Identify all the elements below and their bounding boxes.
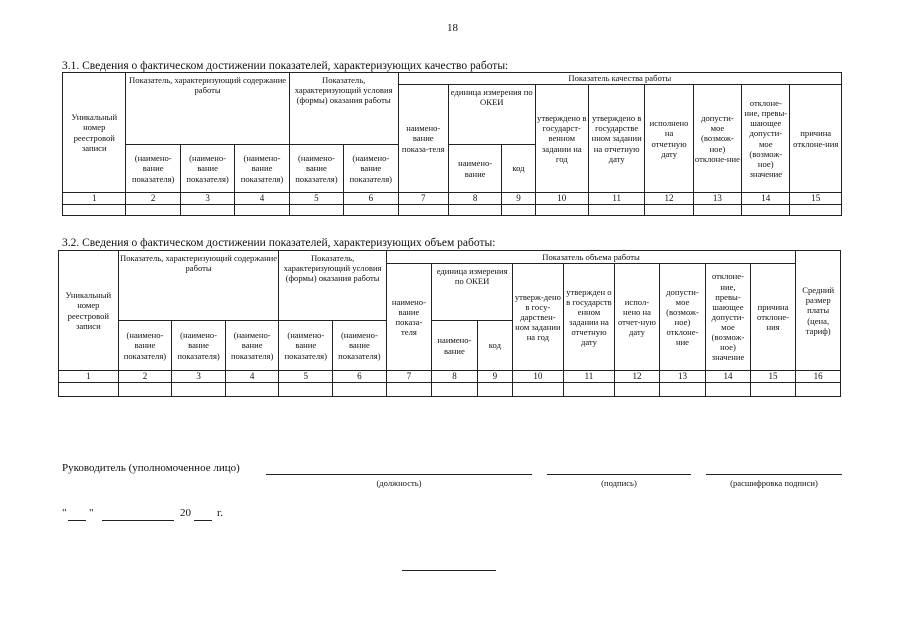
empty-cell [477, 382, 512, 396]
col-number: 14 [706, 371, 751, 383]
col-number: 1 [63, 193, 126, 205]
col-number: 9 [477, 371, 512, 383]
volume-table [58, 250, 841, 397]
col-number: 7 [398, 193, 448, 205]
col-unit-header: единица измерения по ОКЕИ [432, 264, 513, 321]
date-month-line[interactable] [102, 520, 174, 521]
col-number: 3 [172, 371, 226, 383]
col-number: 4 [225, 371, 279, 383]
col-approved-date-header: утверждено в государстве нном задании на отчетную дату [588, 85, 644, 193]
indicator-header: Показатель объема работы [386, 251, 796, 264]
empty-cell [750, 382, 796, 396]
col-number: 5 [279, 371, 333, 383]
empty-cell [563, 382, 615, 396]
empty-cell [344, 204, 398, 215]
signature-caption: (подпись) [601, 478, 637, 488]
col-name-header: наимено-вание показа-теля [398, 85, 448, 193]
empty-cell [706, 382, 751, 396]
col-deviation-header: допусти-мое (возмож-ное) отклоне-ние [659, 264, 706, 371]
sub-header-cell: (наимено-вание показателя) [333, 321, 387, 371]
sub-header-cell: (наимено-вание показателя) [289, 145, 343, 193]
col-number: 12 [645, 193, 693, 205]
empty-cell [59, 382, 119, 396]
date-open-quote: " [62, 507, 67, 519]
sub-header-cell: (наимено-вание показателя) [279, 321, 333, 371]
col-number: 10 [535, 193, 588, 205]
empty-cell [118, 382, 172, 396]
col-price-header: Средний размер платы (цена, тариф) [796, 251, 841, 371]
empty-cell [535, 204, 588, 215]
empty-cell [693, 204, 741, 215]
col-unit-name-header: наимено-вание [432, 321, 478, 371]
col-number: 11 [588, 193, 644, 205]
sub-header-cell: (наимено-вание показателя) [344, 145, 398, 193]
empty-cell [180, 204, 234, 215]
empty-cell [398, 204, 448, 215]
col-number: 14 [742, 193, 790, 205]
sub-header-cell: (наимено-вание показателя) [235, 145, 289, 193]
empty-cell [172, 382, 226, 396]
col-unit-header: единица измерения по ОКЕИ [448, 85, 535, 145]
empty-cell [126, 204, 180, 215]
empty-cell [448, 204, 501, 215]
empty-cell [796, 382, 841, 396]
col-executed-header: исполнено на отчетную дату [645, 85, 693, 193]
col-name-header: наимено-вание показа-теля [386, 264, 432, 371]
empty-cell [790, 204, 842, 215]
quality-table [62, 72, 842, 216]
col-approved-year-header: утверждено в государст-венном задании на год [535, 85, 588, 193]
col-number: 3 [180, 193, 234, 205]
footnote-separator [402, 570, 496, 571]
empty-cell [386, 382, 432, 396]
col-content-header: Показатель, характеризующий содержание работы [118, 251, 279, 321]
col-number: 16 [796, 371, 841, 383]
sub-header-cell: (наимено-вание показателя) [126, 145, 180, 193]
indicator-header: Показатель качества работы [398, 73, 841, 85]
col-number: 8 [448, 193, 501, 205]
col-number: 10 [513, 371, 564, 383]
col-number: 11 [563, 371, 615, 383]
col-number: 1 [59, 371, 119, 383]
col-number: 2 [118, 371, 172, 383]
table-row [59, 382, 841, 396]
col-number: 15 [750, 371, 796, 383]
col-unique-header: Уникальный номер реестровой записи [59, 251, 119, 371]
col-number: 9 [502, 193, 535, 205]
col-reason-header: причина отклоне-ния [790, 85, 842, 193]
sub-header-cell: (наимено-вание показателя) [118, 321, 172, 371]
col-conditions-header: Показатель, характеризующий условия (формы) оказания работы [289, 73, 398, 145]
col-number: 13 [659, 371, 706, 383]
position-line[interactable] [266, 474, 532, 475]
col-number: 15 [790, 193, 842, 205]
position-caption: (должность) [376, 478, 422, 488]
empty-cell [502, 204, 535, 215]
col-reason-header: причина отклоне-ния [750, 264, 796, 371]
col-number: 8 [432, 371, 478, 383]
empty-cell [513, 382, 564, 396]
col-executed-header: испол-нено на отчет-ную дату [615, 264, 660, 371]
col-number: 6 [344, 193, 398, 205]
col-unit-name-header: наимено-вание [448, 145, 501, 193]
sub-header-cell: (наимено-вание показателя) [172, 321, 226, 371]
date-year-line[interactable] [194, 520, 212, 521]
table-row [63, 204, 842, 215]
page-number: 18 [447, 22, 458, 34]
empty-cell [333, 382, 387, 396]
date-year-suffix: г. [217, 507, 224, 519]
empty-cell [225, 382, 279, 396]
decode-caption: (расшифровка подписи) [730, 478, 818, 488]
col-approved-date-header: утвержден о в государств енном задании на отчетную дату [563, 264, 615, 371]
empty-cell [659, 382, 706, 396]
empty-cell [235, 204, 289, 215]
empty-cell [742, 204, 790, 215]
empty-cell [645, 204, 693, 215]
col-excess-header: отклоне-ние, превы-шающее допусти-мое (возмож-ное) значение [742, 85, 790, 193]
signature-label: Руководитель (уполномоченное лицо) [62, 462, 240, 474]
empty-cell [63, 204, 126, 215]
empty-cell [289, 204, 343, 215]
col-number: 5 [289, 193, 343, 205]
col-number: 12 [615, 371, 660, 383]
col-approved-year-header: утверж-дено в госу-дарствен-ном задании на год [513, 264, 564, 371]
col-number: 4 [235, 193, 289, 205]
col-number: 6 [333, 371, 387, 383]
date-close-quote: " [89, 507, 94, 519]
empty-cell [432, 382, 478, 396]
empty-cell [279, 382, 333, 396]
sub-header-cell: (наимено-вание показателя) [225, 321, 279, 371]
col-unit-code-header: код [502, 145, 535, 193]
date-year-prefix: 20 [180, 507, 191, 519]
section-1-title: 3.1. Сведения о фактическом достижении показателей, характеризующих качество работы: [62, 60, 509, 72]
col-deviation-header: допусти-мое (возмож-ное) отклоне-ние [693, 85, 741, 193]
sub-header-cell: (наимено-вание показателя) [180, 145, 234, 193]
signature-line[interactable] [547, 474, 691, 475]
col-unique-header: Уникальный номер реестровой записи [63, 73, 126, 193]
col-conditions-header: Показатель, характеризующий условия (формы) оказания работы [279, 251, 386, 321]
col-content-header: Показатель, характеризующий содержание работы [126, 73, 289, 145]
signature-decode-line[interactable] [706, 474, 842, 475]
col-number: 2 [126, 193, 180, 205]
section-2-title: 3.2. Сведения о фактическом достижении показателей, характеризующих объем работы: [62, 237, 496, 249]
col-number: 13 [693, 193, 741, 205]
col-number: 7 [386, 371, 432, 383]
col-unit-code-header: код [477, 321, 512, 371]
date-day-line[interactable] [68, 520, 86, 521]
col-excess-header: отклоне-ние, превы-шающее допусти-мое (возмож-ное) значение [706, 264, 751, 371]
empty-cell [615, 382, 660, 396]
empty-cell [588, 204, 644, 215]
